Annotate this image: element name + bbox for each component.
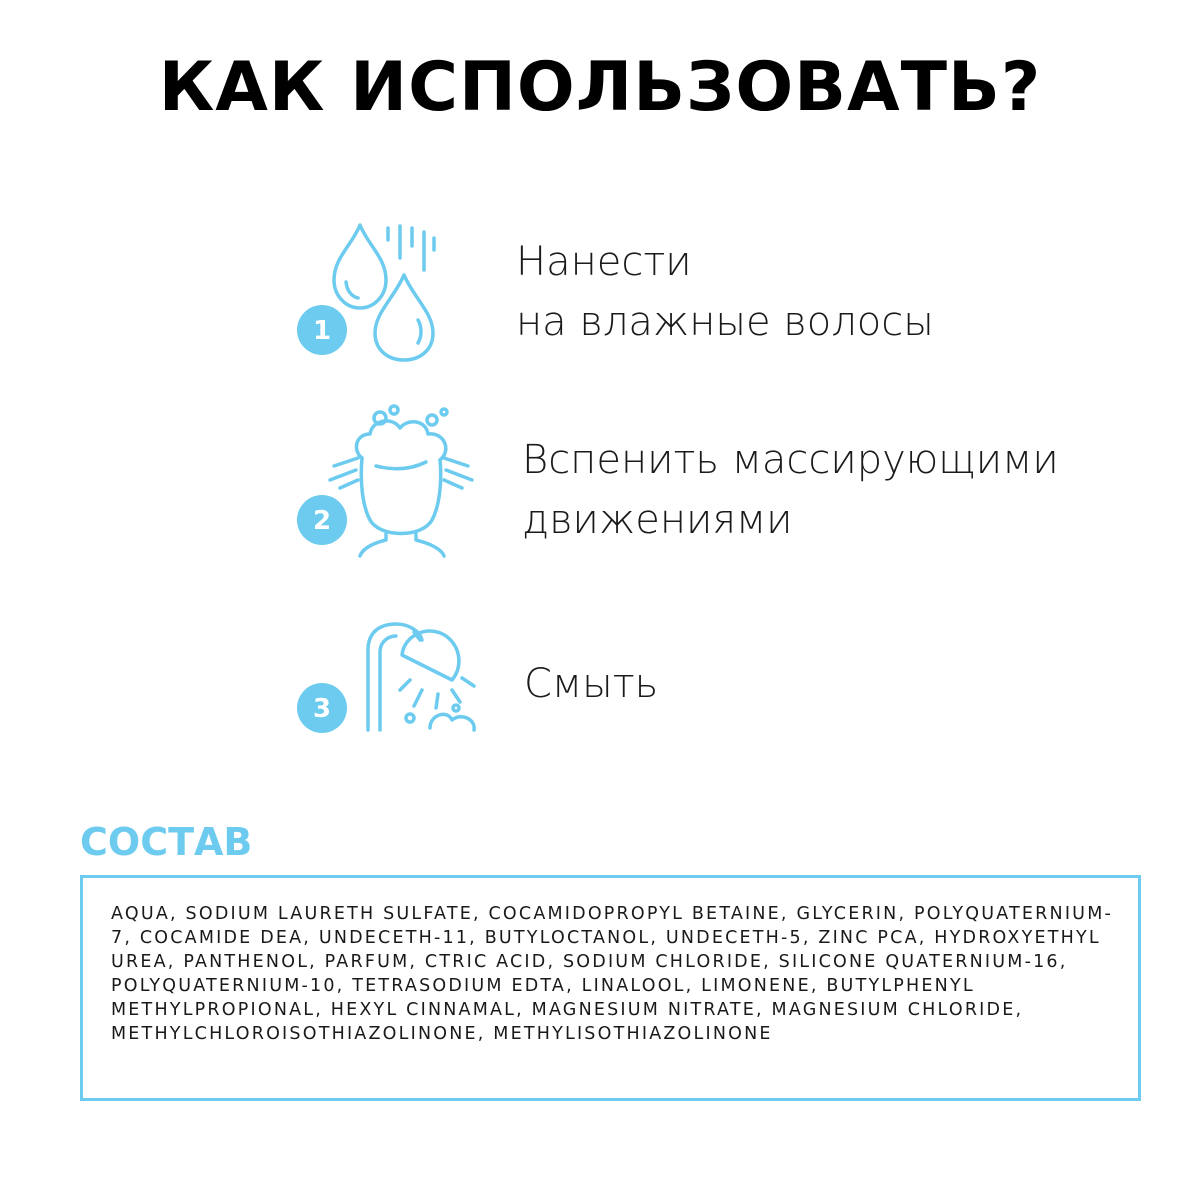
svg-text:3: 3	[312, 694, 332, 724]
svg-text:2: 2	[312, 506, 332, 536]
step-2-text: Вспенить массирующими движениями	[522, 437, 1059, 543]
composition-title: СОСТАВ	[80, 820, 253, 864]
svg-text:1: 1	[312, 316, 332, 346]
page-title: КАК ИСПОЛЬЗОВАТЬ?	[158, 48, 1042, 127]
step-3-text: Смыть	[524, 661, 659, 707]
composition-text: AQUA, SODIUM LAURETH SULFATE, COCAMIDOPROPYL BETAINE, GLYCERIN, POLYQUATERNIUM-7, COCAMIDE DEA, UNDECETH-11, BUTYLOCTANOL, UNDECETH-5, ZINC PCA, HYDROXYETHYL UREA, PANTHENOL, PARFUM, CTRIC ACID, SODIUM CHLORIDE, SILICONE QUATERNIUM-16, POLYQUATERNIUM-10, TETRASODIUM EDTA, LINALOOL, LIMONENE, BUTYLPHENYL METHYLPROPIONAL, HEXYL CINNAMAL, MAGNESIUM NITRATE, MAGNESIUM CHLORIDE, METHYLCHLOROISOTHIAZOLINONE, METHYLISOTHIAZOLINONE	[111, 904, 1114, 1044]
step-1-text: Нанести на влажные волосы	[516, 239, 934, 345]
composition-box	[80, 875, 1141, 1101]
